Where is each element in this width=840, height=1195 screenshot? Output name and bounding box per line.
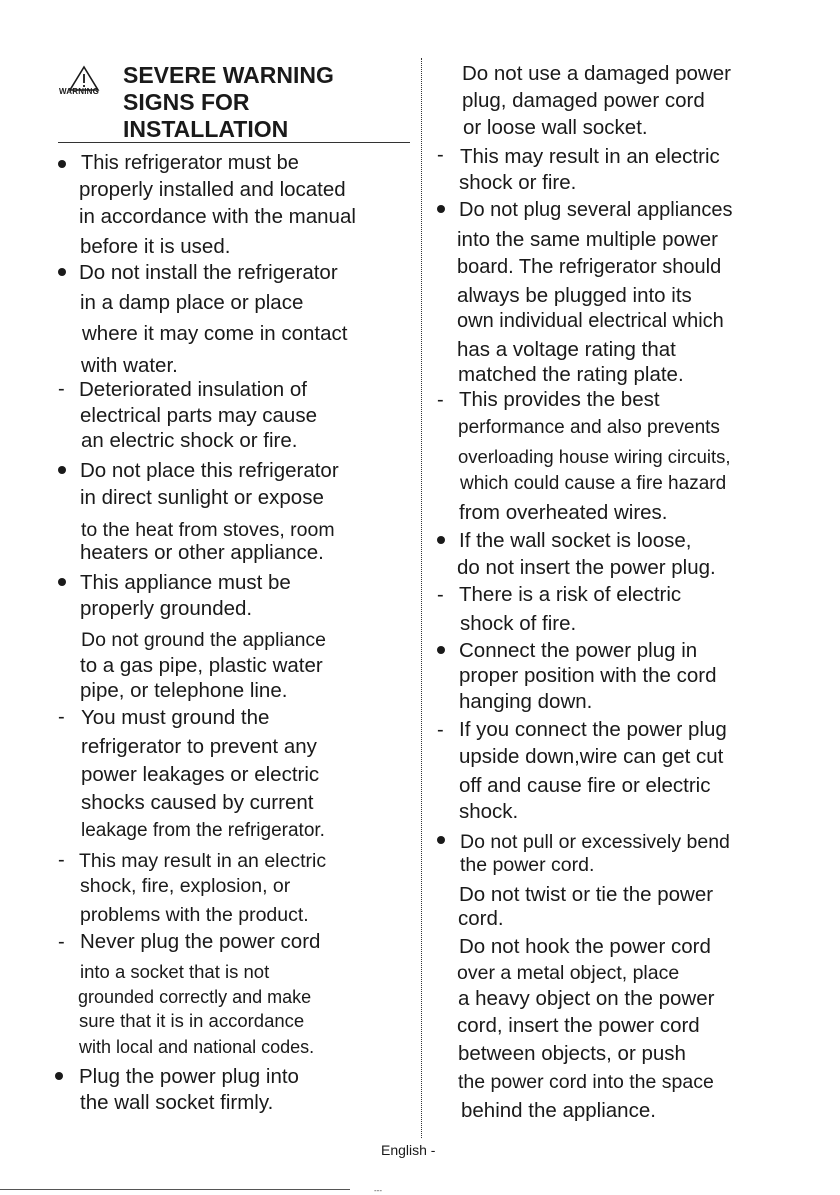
heading-line: INSTALLATION xyxy=(123,116,289,142)
text-line: This provides the best xyxy=(459,388,660,411)
bottom-rule xyxy=(0,1189,350,1190)
dash-marker: - xyxy=(437,389,444,411)
text-line: If you connect the power plug xyxy=(459,718,727,741)
bottom-mark: --- xyxy=(374,1186,382,1195)
text-line: Plug the power plug into xyxy=(79,1065,299,1088)
text-line: grounded correctly and make xyxy=(78,987,312,1007)
text-line: Do not hook the power cord xyxy=(459,935,711,958)
bullet-marker xyxy=(58,578,66,586)
text-line: Deteriorated insulation of xyxy=(79,378,307,401)
dash-marker: - xyxy=(58,931,65,953)
text-line: performance and also prevents xyxy=(458,417,720,438)
bullet-marker xyxy=(58,466,66,474)
section-heading xyxy=(123,62,413,143)
text-line: into the same multiple power xyxy=(457,228,718,251)
page-footer: English - xyxy=(381,1142,436,1158)
column-divider xyxy=(421,58,422,1138)
text-line: to the heat from stoves, room xyxy=(81,519,335,541)
text-line: or loose wall socket. xyxy=(463,116,648,139)
text-line: the wall socket firmly. xyxy=(80,1091,274,1114)
text-line: cord. xyxy=(458,907,504,930)
warning-icon-label: WARNING xyxy=(59,87,100,96)
text-line: You must ground the xyxy=(81,706,270,729)
text-line: behind the appliance. xyxy=(461,1099,656,1122)
text-line: hanging down. xyxy=(459,690,593,713)
text-line: off and cause fire or electric xyxy=(459,774,711,797)
dash-marker: - xyxy=(58,849,65,871)
dash-marker: - xyxy=(437,144,444,166)
text-line: in a damp place or place xyxy=(80,291,304,314)
text-line: which could cause a fire hazard xyxy=(460,473,727,494)
text-line: Do not ground the appliance xyxy=(81,629,327,651)
text-line: shock, fire, explosion, or xyxy=(80,875,291,897)
text-line: If the wall socket is loose, xyxy=(459,529,692,552)
text-line: refrigerator to prevent any xyxy=(81,735,317,758)
text-line: upside down,wire can get cut xyxy=(459,745,724,768)
text-line: leakage from the refrigerator. xyxy=(81,820,325,841)
heading-line: SIGNS FOR xyxy=(123,89,250,115)
text-line: overloading house wiring circuits, xyxy=(458,446,731,467)
heading-line: SEVERE WARNING xyxy=(123,62,334,88)
text-line: before it is used. xyxy=(80,235,231,258)
text-line: Do not plug several appliances xyxy=(459,199,733,221)
text-line: to a gas pipe, plastic water xyxy=(80,654,323,677)
text-line: sure that it is in accordance xyxy=(79,1010,305,1031)
text-line: over a metal object, place xyxy=(457,962,680,984)
text-line: There is a risk of electric xyxy=(459,583,682,606)
text-line: in direct sunlight or expose xyxy=(80,486,324,509)
text-line: plug, damaged power cord xyxy=(462,89,705,112)
bullet-marker xyxy=(437,836,445,844)
text-line: with water. xyxy=(81,354,178,377)
text-line: an electric shock or fire. xyxy=(81,429,298,452)
text-line: electrical parts may cause xyxy=(80,404,317,427)
bullet-marker xyxy=(437,646,445,654)
text-line: proper position with the cord xyxy=(459,664,717,687)
text-line: where it may come in contact xyxy=(82,322,348,345)
text-line: between objects, or push xyxy=(458,1042,686,1065)
text-line: Do not pull or excessively bend xyxy=(460,831,730,853)
text-line: in accordance with the manual xyxy=(79,205,356,228)
text-line: This refrigerator must be xyxy=(81,152,299,174)
text-line: problems with the product. xyxy=(80,904,309,926)
bullet-marker xyxy=(58,268,66,276)
text-line: properly installed and located xyxy=(79,178,346,201)
text-line: properly grounded. xyxy=(80,597,253,620)
dash-marker: - xyxy=(437,719,444,741)
text-line: from overheated wires. xyxy=(459,501,668,524)
text-line: heaters or other appliance. xyxy=(80,541,324,564)
dash-marker: - xyxy=(58,378,65,400)
text-line: Do not use a damaged power xyxy=(462,62,731,85)
text-line: own individual electrical which xyxy=(457,310,724,332)
text-line: Never plug the power cord xyxy=(80,930,321,953)
text-line: Do not install the refrigerator xyxy=(79,261,338,284)
text-line: a heavy object on the power xyxy=(458,987,715,1010)
bullet-marker xyxy=(437,205,445,213)
text-line: This appliance must be xyxy=(80,571,291,594)
text-line: This may result in an electric xyxy=(460,145,720,168)
text-line: board. The refrigerator should xyxy=(457,256,722,278)
text-line: power leakages or electric xyxy=(81,763,320,786)
text-line: Do not twist or tie the power xyxy=(459,883,714,906)
bullet-marker xyxy=(55,1072,63,1080)
dash-marker: - xyxy=(437,584,444,606)
bullet-marker xyxy=(58,160,66,168)
text-line: the power cord into the space xyxy=(458,1071,714,1093)
text-line: shock of fire. xyxy=(460,612,577,635)
text-line: with local and national codes. xyxy=(79,1037,315,1057)
text-line: the power cord. xyxy=(460,854,595,876)
text-line: into a socket that is not xyxy=(80,961,270,982)
text-line: shock or fire. xyxy=(459,171,577,194)
text-line: Connect the power plug in xyxy=(459,639,698,662)
text-line: cord, insert the power cord xyxy=(457,1014,700,1037)
heading-underline xyxy=(58,142,410,143)
dash-marker: - xyxy=(58,706,65,728)
text-line: pipe, or telephone line. xyxy=(80,679,288,702)
text-line: do not insert the power plug. xyxy=(457,556,716,579)
text-line: has a voltage rating that xyxy=(457,338,676,361)
text-line: always be plugged into its xyxy=(457,284,692,307)
text-line: matched the rating plate. xyxy=(458,363,684,386)
text-line: shocks caused by current xyxy=(81,791,314,814)
text-line: shock. xyxy=(459,800,519,823)
text-line: Do not place this refrigerator xyxy=(80,459,339,482)
bullet-marker xyxy=(437,536,445,544)
text-line: This may result in an electric xyxy=(79,850,327,872)
